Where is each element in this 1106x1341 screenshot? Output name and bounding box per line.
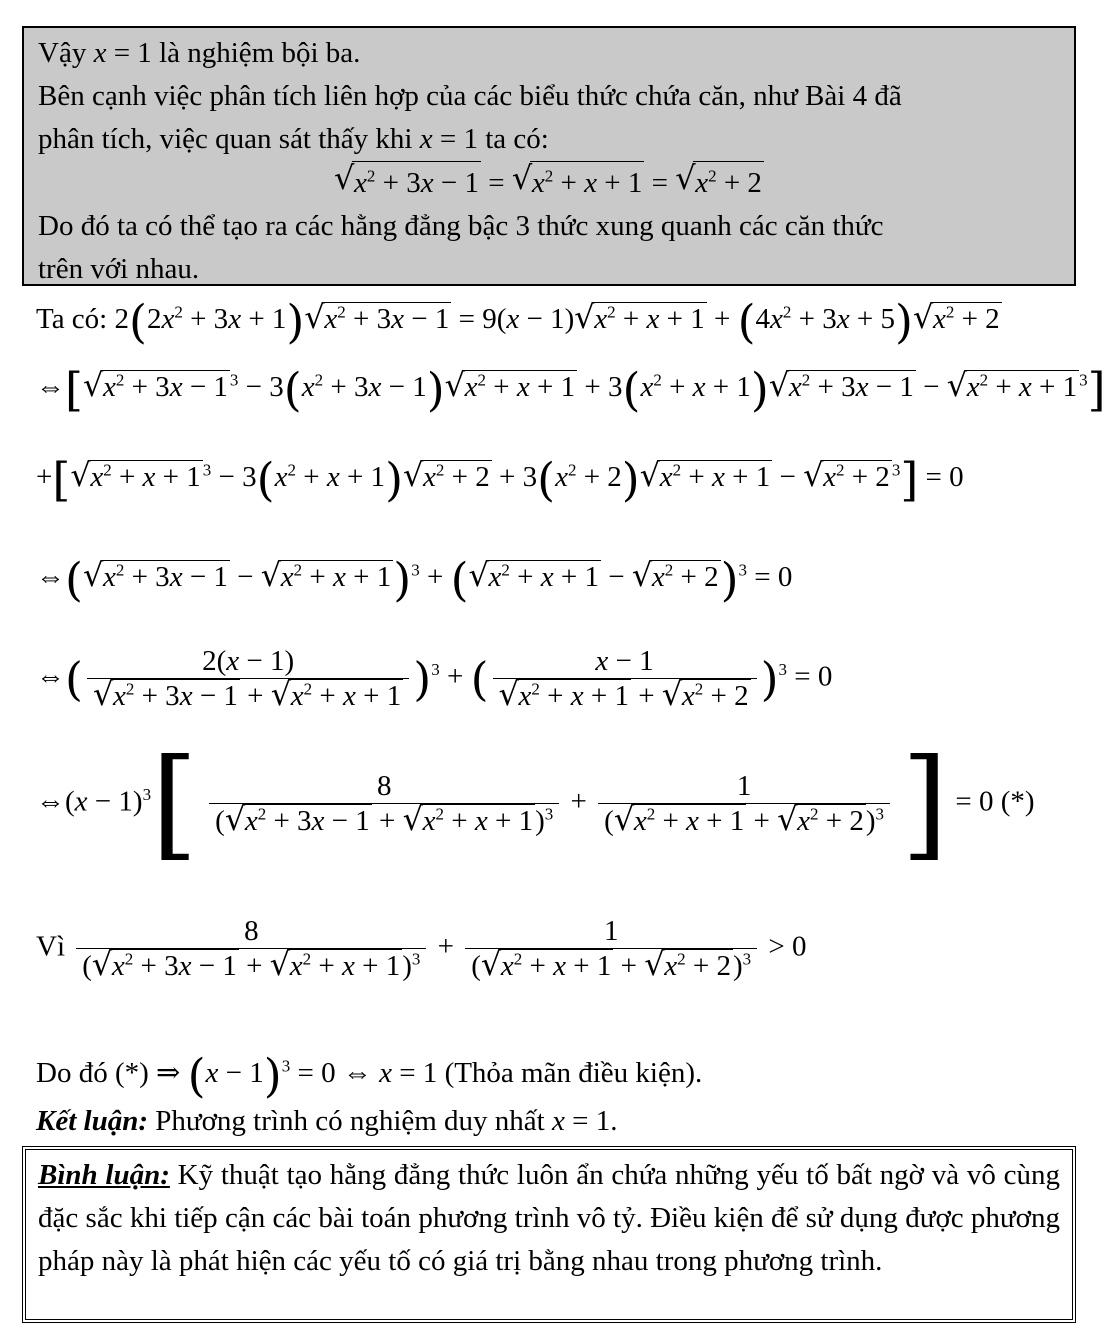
equation-original: Ta có: $2(2x^2 + 3x + 1)√$ $x^2 + 3x - 1 = 9(x - 1)√$ $x^2 + x + 1 + (4x^2 + 3x + 5)√$ $x^2 + 2$ (36, 302, 1002, 336)
observation-line-5: Do đó ta có thể tạo ra các hằng đẳng bậc 3 thức xung quanh các căn thức (38, 210, 884, 242)
observation-line-3: phân tích, việc quan sát thấy khi x = 1 ta có: (38, 123, 549, 155)
equation-step-1: ⇔[√ $x^2 + 3x - 1$ $^3 - 3(x^2 + 3x - 1)√$ $x^2 + x + 1 + 3(x^2 + x + 1)√$ $x^2 + 3x - 1$ − √ $x^2 + x + 1$ $^3$] (36, 370, 1106, 404)
equation-step-4: ⇔(x − 1)$^3$[ $\frac{8}{(√ x^2 + 3x - 1 + √ x^2 + x + 1)^3}$ + $\frac{1}{(√ x^2 + x + 1 + √ x^2 + 2)^3}$ ] = 0 (*) (36, 770, 1035, 838)
inequality-positive: Vì $\frac{8}{(√ x^2 + 3x - 1 + √ x^2 + x + 1)^3}$ + $\frac{1}{(√ x^2 + x + 1 + √ x^2 + 2)^3}$ > 0 (36, 915, 807, 983)
observation-box (22, 26, 1076, 286)
equal-roots-formula: √ $x^2 + 3x - 1$ = √ $x^2 + x + 1$ = √ $x^2 + 2$ (38, 161, 1060, 205)
observation-line-2: Bên cạnh việc phân tích liên hợp của các biểu thức chứa căn, như Bài 4 đã (38, 80, 902, 112)
conclusion-step: Do đó (*) ⇒ $(x - 1)^3 = 0$ ⇔ x = 1 (Thỏa mãn điều kiện). (36, 1048, 703, 1103)
observation-line-1: Vậy x = 1 là nghiệm bội ba. (38, 37, 361, 69)
final-conclusion: Kết luận: Phương trình có nghiệm duy nhất x = 1. (36, 1105, 618, 1137)
comment-box (22, 1146, 1076, 1323)
equation-step-2: ⇔(√ $x^2 + 3x - 1$ − √ $x^2 + x + 1)^3$ + (√ $x^2 + x + 1$ − √ $x^2 + 2)^3 = 0$ (36, 560, 792, 594)
equation-step-3: ⇔( 2(x − 1) √ $x^2 + 3x - 1$ + √ $x^2 + x + 1$ )$^3$ + ( x − 1 √ $x^2 + x + 1$ + √ $x^2 + 2$ )$^3$ = 0 (36, 645, 832, 713)
observation-line-6: trên với nhau. (38, 253, 200, 285)
equation-step-1b: +[√ $x^2 + x + 1$ $^3 - 3(x^2 + x + 1)√$ $x^2 + 2 + 3(x^2 + 2)√$ $x^2 + x + 1$ − √ $x^2 + 2$ $^3$] = 0 (36, 460, 964, 494)
comment-text: Bình luận: Kỹ thuật tạo hằng đẳng thức luôn ẩn chứa những yếu tố bất ngờ và vô cùng đặc sắc khi tiếp cận các bài toán phương trình vô tỷ. Điều kiện để sử dụng được phương pháp này là phát hiện các yếu tố có giá trị bằng nhau trong phương trình. (38, 1159, 1060, 1277)
